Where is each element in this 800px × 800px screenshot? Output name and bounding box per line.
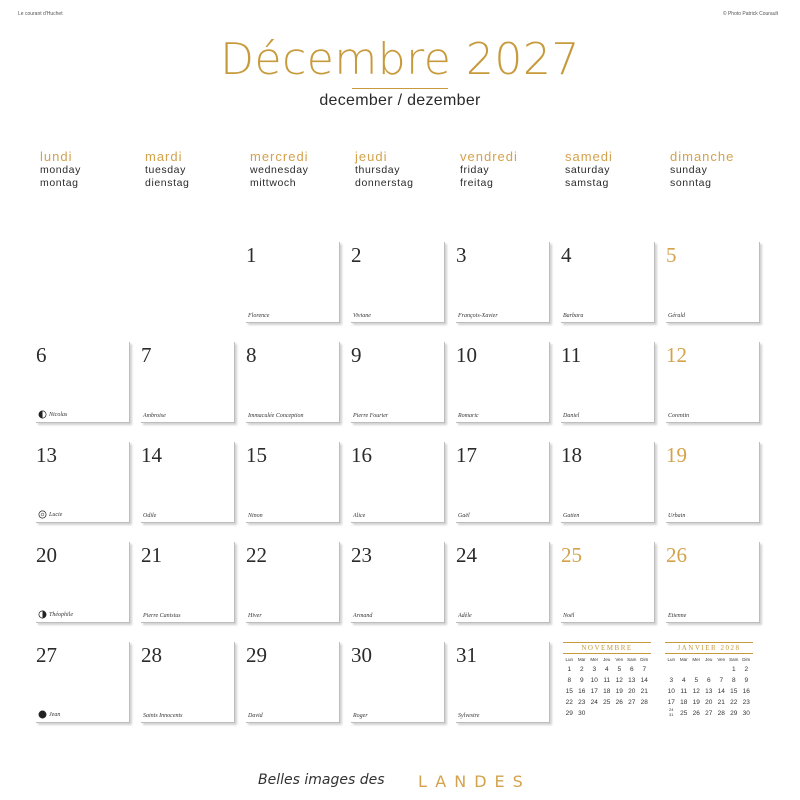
day-number: 28	[141, 643, 162, 667]
weekday-label-de: sonntag	[670, 177, 712, 189]
mini-day: 28	[640, 699, 648, 706]
weekday-label-de: samstag	[565, 177, 609, 189]
mini-day: 14	[717, 688, 725, 695]
mini-weekday-header: Mer	[692, 657, 701, 662]
weekday-label-en: saturday	[565, 164, 611, 176]
day-cell-17[interactable]	[456, 442, 550, 523]
saint-label: Etienne	[668, 613, 687, 619]
day-number: 14	[141, 443, 162, 467]
day-number: 13	[36, 443, 57, 467]
day-cell-30[interactable]	[351, 642, 445, 723]
day-cell-8[interactable]	[246, 342, 340, 423]
day-cell-12[interactable]	[666, 342, 760, 423]
mini-day: 5	[694, 677, 699, 684]
mini-day: 22	[565, 699, 573, 706]
day-number: 6	[36, 343, 47, 367]
day-number: 5	[666, 243, 677, 267]
mini-day: 11	[603, 677, 611, 684]
day-number: 17	[456, 443, 477, 467]
day-number: 20	[36, 543, 57, 567]
photo-location-note: Le courant d'Huchet	[18, 11, 63, 17]
mini-day: 4	[681, 677, 686, 684]
mini-day: 22	[730, 699, 738, 706]
mini-day: 19	[615, 688, 623, 695]
saint-name	[143, 413, 166, 419]
mini-day: 28	[717, 710, 725, 717]
day-number: 27	[36, 643, 57, 667]
saint-name	[38, 410, 67, 419]
day-number: 23	[351, 543, 372, 567]
day-cell-9[interactable]	[351, 342, 445, 423]
weekday-label-en: monday	[40, 164, 81, 176]
mini-day	[703, 664, 716, 675]
day-cell-11[interactable]	[561, 342, 655, 423]
mini-calendar-grid	[563, 656, 651, 719]
saint-label: David	[248, 713, 263, 719]
weekday-label-de: dienstag	[145, 177, 190, 189]
saint-name	[668, 413, 689, 419]
saint-label: Lucie	[49, 511, 63, 518]
mini-day: 8	[731, 677, 736, 684]
weekday-label-fr: vendredi	[460, 149, 518, 164]
saint-label: Gaël	[458, 513, 470, 519]
day-cell-2[interactable]	[351, 242, 445, 323]
day-number: 30	[351, 643, 372, 667]
saint-name	[38, 610, 73, 619]
mini-day: 11	[680, 688, 688, 695]
weekday-label-de: montag	[40, 177, 79, 189]
day-cell-13[interactable]	[36, 442, 130, 523]
title-underline	[352, 88, 448, 89]
mini-day: 25	[603, 699, 611, 706]
mini-day: 13	[705, 688, 713, 695]
day-number: 21	[141, 543, 162, 567]
mini-day: 2	[744, 666, 749, 673]
saint-name	[248, 413, 303, 419]
moon-new-icon	[38, 710, 47, 719]
day-cell-23[interactable]	[351, 542, 445, 623]
day-cell-27[interactable]	[36, 642, 130, 723]
day-cell-10[interactable]	[456, 342, 550, 423]
saint-label: Immaculée Conception	[248, 413, 304, 419]
saint-label: Ambroise	[143, 413, 166, 419]
saint-name	[38, 710, 60, 719]
mini-day	[665, 664, 678, 675]
day-number: 12	[666, 343, 687, 367]
mini-day: 19	[692, 699, 700, 706]
weekday-sunday	[670, 149, 775, 190]
day-cell-26[interactable]	[666, 542, 760, 623]
day-number: 29	[246, 643, 267, 667]
mini-day: 18	[680, 699, 688, 706]
mini-day	[715, 664, 728, 675]
day-number: 26	[666, 543, 687, 567]
page-title: Décembre 2027	[220, 34, 580, 85]
saint-label: Sylvestre	[458, 713, 480, 719]
weekday-label-de: donnerstag	[355, 177, 414, 189]
weekday-label-de: freitag	[460, 177, 494, 189]
mini-day: 7	[642, 666, 647, 673]
weekday-thursday	[355, 149, 460, 190]
weekday-label-en: sunday	[670, 164, 708, 176]
mini-day: 20	[705, 699, 713, 706]
footer-brand: LANDES	[418, 772, 531, 791]
mini-weekday-header: Lun	[565, 657, 573, 662]
mini-day: 6	[629, 666, 634, 673]
saint-name	[668, 313, 685, 319]
mini-day: 2	[579, 666, 584, 673]
weekday-saturday	[565, 149, 670, 190]
mini-day: 17	[590, 688, 598, 695]
mini-day: 17	[667, 699, 675, 706]
weekday-label-en: thursday	[355, 164, 401, 176]
mini-day: 23	[578, 699, 586, 706]
weekday-label-en: tuesday	[145, 164, 186, 176]
mini-day: 3	[669, 677, 674, 684]
saint-name	[143, 613, 181, 619]
saint-label: Pierre Canisius	[143, 613, 181, 619]
saint-name	[353, 513, 365, 519]
saint-name	[458, 313, 498, 319]
mini-day: 27	[628, 699, 636, 706]
mini-weekday-header: Mar	[577, 657, 586, 662]
day-cell-15[interactable]	[246, 442, 340, 523]
mini-day: 12	[615, 677, 623, 684]
day-number: 10	[456, 343, 477, 367]
mini-calendar-title: JANVIER 2028	[665, 642, 753, 654]
page-subtitle: december / dezember	[319, 92, 481, 109]
weekday-monday	[40, 149, 145, 190]
day-cell-7[interactable]	[141, 342, 235, 423]
day-number: 19	[666, 443, 687, 467]
weekday-wednesday	[250, 149, 355, 190]
mini-day	[601, 708, 614, 719]
saint-label: Armand	[353, 613, 373, 619]
saint-name	[563, 413, 579, 419]
saint-label: Urbain	[668, 513, 686, 519]
saint-label: Nicolas	[49, 411, 68, 418]
mini-day: 6	[706, 677, 711, 684]
mini-calendar-title: NOVEMBRE	[563, 642, 651, 654]
day-number: 9	[351, 343, 362, 367]
day-cell-16[interactable]	[351, 442, 445, 523]
saint-label: Jean	[49, 711, 61, 718]
mini-weekday-header: Sam	[729, 657, 739, 662]
saint-name	[353, 413, 388, 419]
saint-name	[458, 613, 472, 619]
mini-day: 1	[731, 666, 736, 673]
mini-day: 24	[590, 699, 598, 706]
day-cell-18[interactable]	[561, 442, 655, 523]
mini-day: 4	[604, 666, 609, 673]
saint-name	[353, 313, 371, 319]
saint-name	[353, 713, 368, 719]
saint-label: François-Xavier	[458, 313, 498, 319]
saint-label: Saints Innocents	[143, 713, 183, 719]
calendar-header	[0, 34, 800, 110]
mini-day: 7	[719, 677, 724, 684]
saint-label: Romaric	[458, 413, 479, 419]
saint-label: Gérald	[668, 313, 685, 319]
saint-name	[248, 713, 263, 719]
day-cell-6[interactable]	[36, 342, 130, 423]
day-cell-21[interactable]	[141, 542, 235, 623]
saint-name	[563, 513, 579, 519]
day-number: 16	[351, 443, 372, 467]
day-number: 3	[456, 243, 467, 267]
saint-label: Viviane	[353, 313, 371, 319]
mini-day	[613, 708, 626, 719]
day-number: 31	[456, 643, 477, 667]
day-cell-24[interactable]	[456, 542, 550, 623]
weekday-label-fr: lundi	[40, 149, 73, 164]
mini-day: 8	[567, 677, 572, 684]
day-number: 15	[246, 443, 267, 467]
mini-day: 14	[640, 677, 648, 684]
saint-name	[248, 613, 262, 619]
weekday-label-fr: samedi	[565, 149, 613, 164]
moon-first-quarter-icon	[38, 610, 47, 619]
mini-day: 29	[730, 710, 738, 717]
day-cell-3[interactable]	[456, 242, 550, 323]
saint-label: Roger	[353, 713, 368, 719]
saint-name	[143, 713, 183, 719]
mini-day: 9	[744, 677, 749, 684]
day-cell-1[interactable]	[246, 242, 340, 323]
mini-calendar-grid	[665, 656, 753, 719]
mini-weekday-header: Ven	[717, 657, 726, 662]
mini-calendar-janvier-2028	[665, 642, 753, 719]
saint-name	[353, 613, 372, 619]
saint-name	[38, 510, 62, 519]
weekday-label-fr: mardi	[145, 149, 183, 164]
mini-day: 27	[705, 710, 713, 717]
day-number: 11	[561, 343, 582, 367]
saint-label: Corentin	[668, 413, 690, 419]
saint-name	[668, 513, 685, 519]
photo-credit: © Photo Patrick Courault	[722, 11, 778, 17]
day-number: 2	[351, 243, 362, 267]
saint-name	[563, 613, 574, 619]
day-cell-20[interactable]	[36, 542, 130, 623]
weekday-label-fr: dimanche	[670, 149, 735, 164]
mini-day: 5	[617, 666, 622, 673]
mini-day: 29	[565, 710, 573, 717]
weekday-label-fr: mercredi	[250, 149, 309, 164]
mini-weekday-header: Mer	[590, 657, 599, 662]
mini-day-part: 31	[669, 711, 674, 717]
weekday-friday	[460, 149, 565, 190]
day-number: 25	[561, 543, 582, 567]
moon-full-icon	[38, 510, 47, 519]
saint-label: Odile	[143, 513, 157, 519]
mini-weekday-header: Dim	[640, 657, 649, 662]
day-number: 1	[246, 243, 257, 267]
mini-day: 12	[692, 688, 700, 695]
weekday-label-en: friday	[460, 164, 490, 176]
saint-name	[248, 313, 269, 319]
saint-label: Barbara	[563, 313, 584, 319]
saint-label: Pierre Fourier	[353, 413, 389, 419]
mini-day: 9	[579, 677, 584, 684]
mini-weekday-header: Jeu	[705, 657, 713, 662]
day-cell-19[interactable]	[666, 442, 760, 523]
mini-weekday-header: Dim	[742, 657, 751, 662]
saint-name	[458, 713, 479, 719]
day-number: 8	[246, 343, 257, 367]
footer-tagline: Belles images des	[258, 772, 385, 788]
mini-day: 18	[603, 688, 611, 695]
weekday-label-en: wednesday	[250, 164, 309, 176]
mini-day: 26	[692, 710, 700, 717]
day-cell-29[interactable]	[246, 642, 340, 723]
mini-day: 3	[592, 666, 597, 673]
saint-name	[248, 513, 263, 519]
mini-day: 30	[742, 710, 750, 717]
day-number: 7	[141, 343, 152, 367]
mini-day: 21	[640, 688, 648, 695]
weekday-tuesday	[145, 149, 250, 190]
day-number: 24	[456, 543, 477, 567]
saint-label: Alice	[353, 513, 366, 519]
mini-day	[638, 708, 651, 719]
day-cell-14[interactable]	[141, 442, 235, 523]
mini-weekday-header: Jeu	[603, 657, 611, 662]
mini-day	[678, 664, 691, 675]
mini-day: 15	[730, 688, 738, 695]
weekday-label-fr: jeudi	[355, 149, 388, 164]
moon-last-quarter-icon	[38, 410, 47, 419]
day-cell-31[interactable]	[456, 642, 550, 723]
mini-day: 16	[578, 688, 586, 695]
saint-label: Daniel	[563, 413, 580, 419]
saint-label: Adèle	[458, 613, 472, 619]
mini-day: 16	[742, 688, 750, 695]
day-number: 4	[561, 243, 572, 267]
day-cell-22[interactable]	[246, 542, 340, 623]
saint-label: Gatien	[563, 513, 580, 519]
saint-label: Florence	[248, 313, 270, 319]
day-number: 22	[246, 543, 267, 567]
mini-day: 20	[628, 688, 636, 695]
mini-day	[588, 708, 601, 719]
day-cell-5[interactable]	[666, 242, 760, 323]
mini-day: 15	[565, 688, 573, 695]
mini-day: 26	[615, 699, 623, 706]
mini-day: 25	[680, 710, 688, 717]
mini-day: 21	[717, 699, 725, 706]
mini-calendar-novembre	[563, 642, 651, 719]
saint-name	[458, 513, 470, 519]
mini-day-part: 24	[669, 707, 674, 712]
mini-day: 13	[628, 677, 636, 684]
saint-label: Théophile	[49, 611, 73, 618]
saint-label: Ninon	[248, 513, 263, 519]
day-cell-28[interactable]	[141, 642, 235, 723]
mini-day: 30	[578, 710, 586, 717]
saint-label: Noël	[563, 613, 575, 619]
saint-name	[143, 513, 156, 519]
mini-day: 1	[567, 666, 572, 673]
mini-day	[626, 708, 639, 719]
mini-day: 10	[590, 677, 598, 684]
mini-day: 10	[667, 688, 675, 695]
saint-label: Hiver	[248, 613, 262, 619]
saint-name	[563, 313, 583, 319]
day-cell-25[interactable]	[561, 542, 655, 623]
mini-day	[690, 664, 703, 675]
mini-weekday-header: Ven	[615, 657, 624, 662]
day-number: 18	[561, 443, 582, 467]
mini-weekday-header: Mar	[679, 657, 688, 662]
mini-weekday-header: Sam	[627, 657, 637, 662]
day-cell-4[interactable]	[561, 242, 655, 323]
saint-name	[668, 613, 686, 619]
mini-day	[665, 708, 678, 719]
mini-day: 23	[742, 699, 750, 706]
weekday-label-de: mittwoch	[250, 177, 297, 189]
mini-weekday-header: Lun	[667, 657, 675, 662]
saint-name	[458, 413, 479, 419]
